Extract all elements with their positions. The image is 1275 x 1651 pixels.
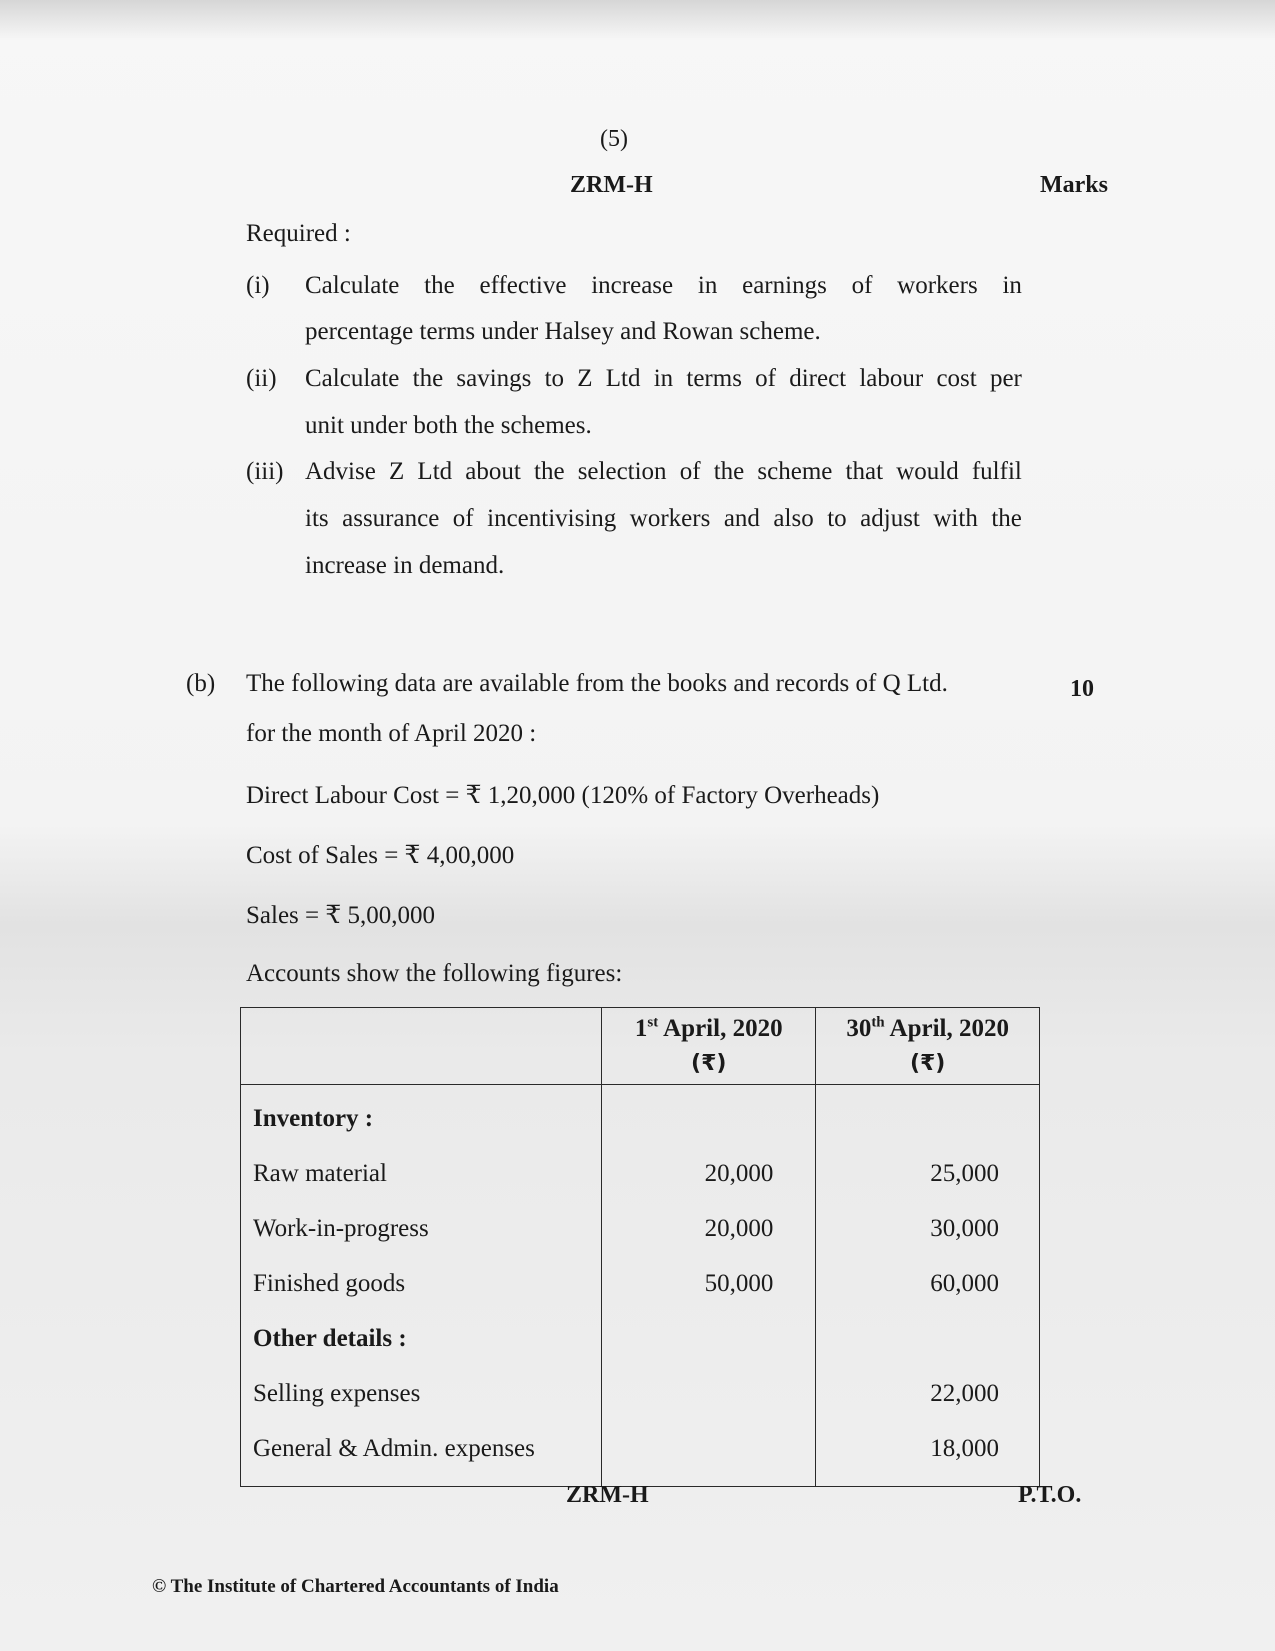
paper-code: ZRM-H — [570, 172, 653, 198]
scan-edge-shadow — [0, 0, 1275, 40]
table-row — [241, 1201, 1040, 1256]
part-b-intro-line2: for the month of April 2020 : — [246, 720, 537, 747]
part-b-intro-line1: The following data are available from the books and records of Q Ltd. — [246, 670, 948, 697]
item-i-number: (i) — [246, 272, 270, 299]
footer-paper-code: ZRM-H — [566, 1482, 649, 1508]
cell-value: 50,000 — [602, 1256, 816, 1311]
accounts-table — [240, 1007, 1040, 1487]
rupee-unit-2: (₹) — [909, 1050, 946, 1076]
table-row — [241, 1366, 1040, 1421]
row-label-inventory: Inventory : — [241, 1085, 602, 1147]
table-header-row — [241, 1008, 1040, 1085]
sales: Sales = ₹ 5,00,000 — [246, 902, 436, 929]
cost-of-sales: Cost of Sales = ₹ 4,00,000 — [246, 842, 515, 869]
cell-value: 18,000 — [816, 1421, 1040, 1487]
cell-value — [602, 1085, 816, 1147]
row-label-selling-expenses: Selling expenses — [241, 1366, 602, 1421]
item-iii-line3: increase in demand. — [305, 552, 505, 579]
cell-value: 60,000 — [816, 1256, 1040, 1311]
row-label-other-details: Other details : — [241, 1311, 602, 1366]
item-ii-line1: Calculate the savings to Z Ltd in terms of direct labour cost per — [305, 365, 1022, 392]
table-row — [241, 1146, 1040, 1201]
row-label-raw-material: Raw material — [241, 1146, 602, 1201]
footer-copyright: © The Institute of Chartered Accountants of India — [152, 1576, 559, 1597]
cell-value — [816, 1085, 1040, 1147]
page-number: (5) — [600, 126, 628, 152]
table-row — [241, 1256, 1040, 1311]
row-label-general-admin-expenses: General & Admin. expenses — [241, 1421, 602, 1487]
part-b-marks: 10 — [1070, 676, 1094, 702]
required-label: Required : — [246, 220, 351, 247]
item-iii-line1: Advise Z Ltd about the selection of the scheme that would fulfil — [305, 458, 1022, 485]
table-row — [241, 1421, 1040, 1487]
item-ii-number: (ii) — [246, 365, 277, 392]
header-col-1st-april: 1st April, 2020 (₹) — [602, 1008, 816, 1085]
table-row — [241, 1085, 1040, 1147]
cell-value — [602, 1366, 816, 1421]
item-iii-line2: its assurance of incentivising workers and also to adjust with the — [305, 505, 1022, 532]
header-blank-cell — [241, 1008, 602, 1085]
cell-value — [602, 1421, 816, 1487]
cell-value: 22,000 — [816, 1366, 1040, 1421]
marks-heading: Marks — [1040, 172, 1108, 198]
part-b-label: (b) — [186, 670, 216, 697]
cell-value: 20,000 — [602, 1201, 816, 1256]
row-label-finished-goods: Finished goods — [241, 1256, 602, 1311]
cell-value — [816, 1311, 1040, 1366]
table-row — [241, 1311, 1040, 1366]
cell-value — [602, 1311, 816, 1366]
item-ii-line2: unit under both the schemes. — [305, 412, 592, 439]
header-col-30th-april: 30th April, 2020 (₹) — [816, 1008, 1040, 1085]
direct-labour-cost: Direct Labour Cost = ₹ 1,20,000 (120% of Factory Overheads) — [246, 782, 880, 809]
item-i-line1: Calculate the effective increase in earnings of workers in — [305, 272, 1022, 299]
item-i-line2: percentage terms under Halsey and Rowan scheme. — [305, 318, 821, 345]
cell-value: 20,000 — [602, 1146, 816, 1201]
footer-pto: P.T.O. — [1018, 1482, 1082, 1508]
accounts-intro: Accounts show the following figures: — [246, 960, 623, 987]
cell-value: 30,000 — [816, 1201, 1040, 1256]
item-iii-number: (iii) — [246, 458, 284, 485]
rupee-unit-1: (₹) — [691, 1050, 727, 1076]
row-label-work-in-progress: Work-in-progress — [241, 1201, 602, 1256]
cell-value: 25,000 — [816, 1146, 1040, 1201]
